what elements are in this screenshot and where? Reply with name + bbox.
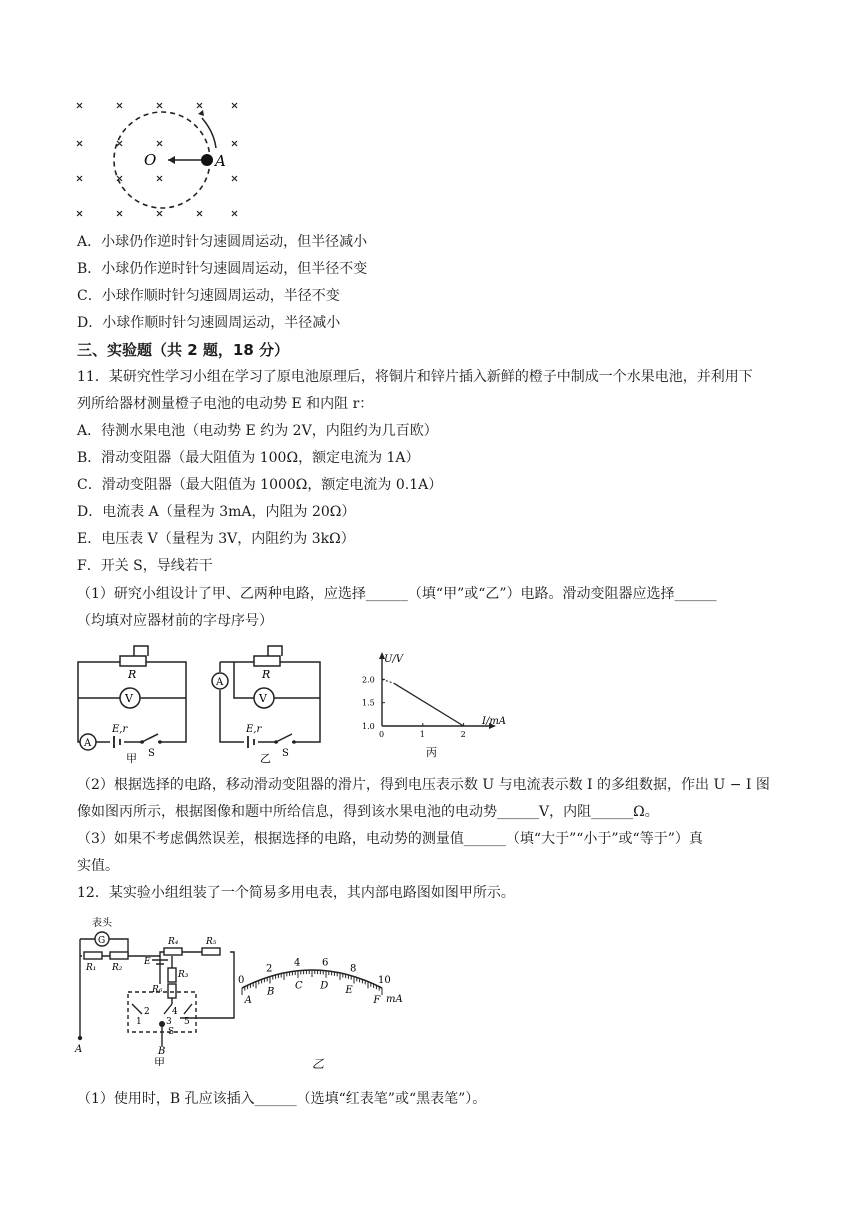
section3-heading: 三、实验题（共 2 题，18 分） [77,341,289,359]
jia-voltmeter-label: V [125,692,133,705]
ui-line-intercept-dash [382,679,394,683]
meter-terminal-b: B [158,1046,166,1057]
q11-part1-line2: （均填对应器材前的字母序号） [77,613,273,629]
graph-ytick-label: 1.0 [362,722,375,731]
scale-point-label: B [267,986,275,998]
charged-ball [201,154,213,166]
meter-r2-label: R₂ [112,963,123,973]
q10-option-c: C．小球作顺时针匀速圆周运动，半径不变 [77,288,340,304]
q11-item-c: C．滑动变阻器（最大阻值为 1000Ω，额定电流为 0.1A） [77,477,443,493]
meter-sw5-label: 5 [184,1017,190,1027]
q11-item-e: E．电压表 V（量程为 3V，内阻约为 3kΩ） [77,531,355,547]
meter-terminal-a: A [75,1044,83,1055]
yi-switch-label: S [282,748,289,759]
label-a: A [215,152,226,170]
q12-part1: （1）使用时，B 孔应该插入______（选填“红表笔”或“黑表笔”）。 [77,1091,487,1107]
scale-point-label: D [320,980,329,992]
q11-item-f: F．开关 S，导线若干 [77,558,213,574]
q11-item-d: D．电流表 A（量程为 3mA，内阻为 20Ω） [77,504,356,520]
scale-major-label: 0 [238,975,245,986]
yi-voltmeter-label: V [259,692,267,705]
jia-ammeter-label: A [84,738,92,749]
yi-source-label: E,r [246,724,262,735]
scale-major-label: 10 [378,975,391,986]
meter-sw2-label: 2 [144,1007,150,1017]
q10-option-b: B．小球仍作逆时针匀速圆周运动，但半径不变 [77,261,368,277]
graph-xtick-label: 1 [419,730,425,739]
label-o: O [144,151,157,169]
scale-point-label: C [295,980,303,992]
scale-major-label: 8 [350,963,357,975]
q11-part2-line1: （2）根据选择的电路，移动滑动变阻器的滑片，得到电压表示数 U 与电流表示数 I 的多组数据，作出 U − I 图 [77,777,770,793]
q10-option-d: D．小球作顺时针匀速圆周运动，半径减小 [77,315,341,331]
scale-major-label: 6 [322,957,329,969]
yi-r-label: R [262,668,271,681]
graph-ytick-label: 2.0 [362,675,375,685]
q10-option-a: A．小球仍作逆时针匀速圆周运动，但半径减小 [77,234,368,250]
meter-r4-label: R₄ [168,937,179,947]
q11-part2-line2: 像如图丙所示，根据图像和题中所给信息，得到该水果电池的电动势______V，内阻______Ω。 [77,804,659,820]
meter-e-label: E [144,957,151,967]
meter-scale [228,944,412,1072]
graph-bing [354,648,514,766]
circuit-yi [208,642,330,764]
scale-point-label: A [244,995,252,1007]
meter-r1-label: R₁ [86,963,97,973]
multimeter-circuit [72,914,245,1066]
yi-ammeter-label: A [216,677,224,688]
graph-xlabel: I/mA [482,716,507,727]
q11-stem-line2: 列所给器材测量橙子电池的电动势 E 和内阻 r： [77,396,374,412]
jia-source-label: E,r [112,724,128,735]
meter-g-label: G [98,936,106,946]
meter-circuit-caption: 甲 [154,1056,165,1066]
meter-r5-label: R₅ [206,937,217,947]
q11-item-a: A．待测水果电池（电动势 E 约为 2V，内阻约为几百欧） [77,423,438,439]
jia-caption: 甲 [126,752,137,764]
ui-line [394,683,464,726]
field-cross-marks [77,103,237,216]
q11-stem-line1: 11．某研究性学习小组在学习了原电池原理后，将铜片和锌片插入新鲜的橙子中制成一个水果电池，并利用下 [77,369,753,385]
meter-r3-label: R₃ [178,970,189,980]
meter-sw3-label: 3 [166,1017,172,1027]
graph-xtick-label: 0 [379,730,385,739]
q11-part3-line1: （3）如果不考虑偶然误差，根据选择的电路，电动势的测量值______（填“大于”“小于”或“等于”）真 [77,831,703,847]
graph-ylabel: U/V [384,654,404,665]
q11-part1-line1: （1）研究小组设计了甲、乙两种电路，应选择______（填“甲”或“乙”）电路。滑动变阻器应选择______ [77,586,717,602]
meter-head-label: 表头 [92,918,112,929]
scale-caption: 乙 [312,1057,325,1071]
jia-r-label: R [128,668,137,681]
graph-ytick-label: 1.5 [362,698,375,708]
q11-item-b: B．滑动变阻器（最大阻值为 100Ω，额定电流为 1A） [77,450,420,466]
yi-caption: 乙 [260,752,271,764]
q11-part3-line2: 实值。 [77,858,119,874]
scale-point-label: F [373,995,381,1007]
meter-sw4-label: 4 [172,1007,178,1017]
meter-s-label: S [168,1027,175,1037]
q12-stem: 12．某实验小组组装了一个简易多用电表，其内部电路图如图甲所示。 [77,885,515,901]
jia-switch-label: S [148,748,155,759]
graph-caption: 丙 [426,746,437,759]
scale-unit: mA [386,994,403,1005]
scale-point-label: E [345,984,353,996]
graph-xtick-label: 2 [460,730,466,739]
meter-sw1-label: 1 [136,1017,142,1027]
scale-major-label: 4 [294,957,301,969]
rotation-arrow [202,118,216,148]
meter-r6-label: R₆ [152,985,163,995]
magnetic-field-figure [74,96,244,222]
circuit-jia [74,642,196,764]
scale-major-label: 2 [266,963,273,975]
